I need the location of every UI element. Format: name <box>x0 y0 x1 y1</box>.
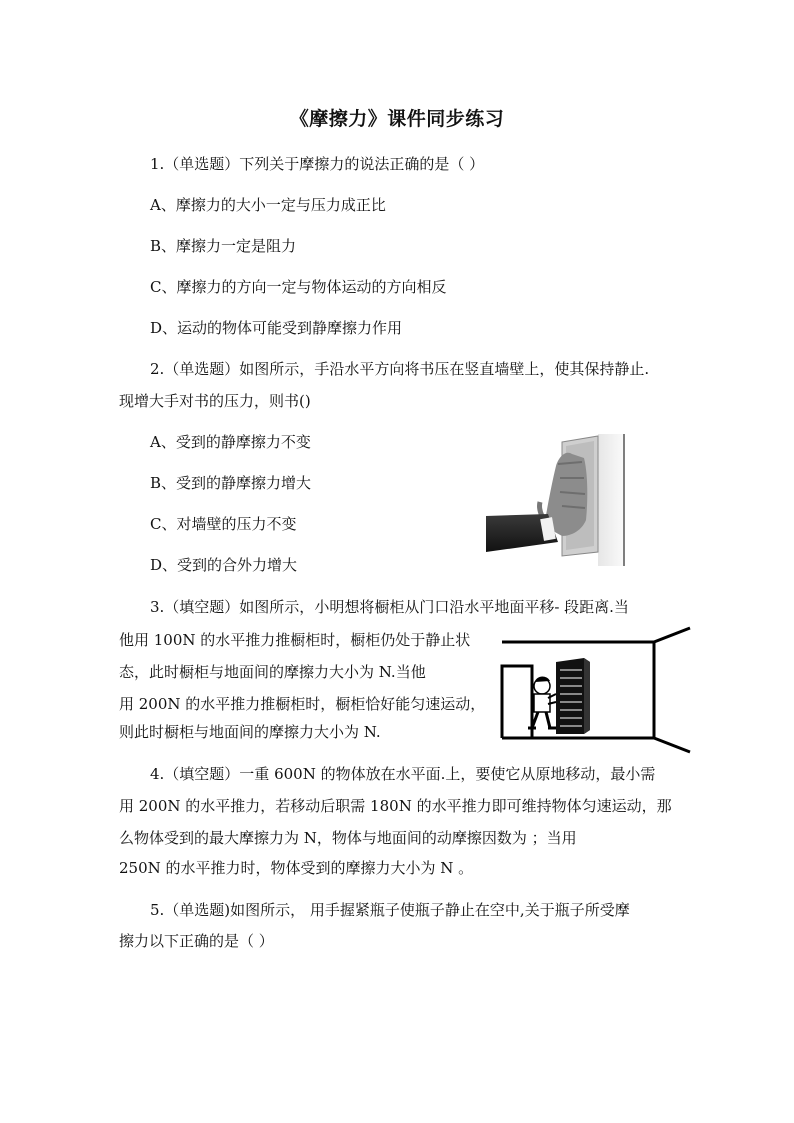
q2-option-b: B、受到的静摩擦力增大 <box>150 474 312 492</box>
q5-line2: 擦力以下正确的是（ ） <box>119 932 274 950</box>
q4-line1: 4.（填空题）一重 600N 的物体放在水平面.上，要使它从原地移动，最小需 <box>150 765 656 783</box>
q4-line2: 用 200N 的水平推力，若移动后职需 180N 的水平推力即可维持物体匀速运动，那 <box>119 797 672 815</box>
q4-line4: 250N 的水平推力时，物体受到的摩擦力大小为 N 。 <box>119 859 474 877</box>
q1-option-d: D、运动的物体可能受到静摩擦力作用 <box>150 319 403 337</box>
q2-stem-line1: 2.（单选题）如图所示，手沿水平方向将书压在竖直墙壁上，使其保持静止. <box>150 360 650 378</box>
q3-line3: 态，此时橱柜与地面间的摩擦力大小为 N.当他 <box>119 663 426 681</box>
q2-stem-line2: 现增大手对书的压力，则书() <box>119 392 311 410</box>
q2-option-d: D、受到的合外力增大 <box>150 556 298 574</box>
q4-line3: 么物体受到的最大摩擦力为 N，物体与地面间的动摩擦因数为 ；当用 <box>119 829 577 847</box>
q5-line1: 5.（单选题)如图所示， 用手握紧瓶子使瓶子静止在空中,关于瓶子所受摩 <box>150 901 630 919</box>
hand-pressing-book-figure <box>486 434 628 566</box>
q1-stem: 1.（单选题）下列关于摩擦力的说法正确的是（ ） <box>150 155 485 173</box>
q3-line2: 他用 100N 的水平推力推橱柜时，橱柜仍处于静止状 <box>119 631 471 649</box>
cabinet-room-figure <box>498 624 696 756</box>
q3-line1: 3.（填空题）如图所示，小明想将橱柜从门口沿水平地面平移- 段距离.当 <box>150 598 629 616</box>
page-title: 《摩擦力》课件同步练习 <box>289 108 505 130</box>
q2-option-c: C、对墙壁的压力不变 <box>150 515 297 533</box>
q1-option-a: A、摩擦力的大小一定与压力成正比 <box>150 196 386 214</box>
q1-option-c: C、摩擦力的方向一定与物体运动的方向相反 <box>150 278 447 296</box>
q2-option-a: A、受到的静摩擦力不变 <box>150 433 311 451</box>
q3-line4: 用 200N 的水平推力推橱柜时，橱柜恰好能匀速运动， <box>119 695 486 713</box>
q1-option-b: B、摩擦力一定是阻力 <box>150 237 297 255</box>
q3-line5: 则此时橱柜与地面间的摩擦力大小为 N. <box>119 723 381 741</box>
